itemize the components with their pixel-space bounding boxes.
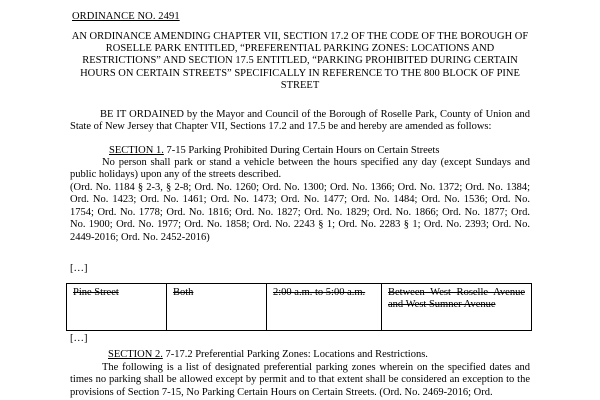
section-1-label: SECTION 1. bbox=[109, 145, 164, 156]
table-row bbox=[67, 284, 532, 331]
cell-location: Between West Roselle Avenue and West Sumner Avenue bbox=[382, 284, 532, 331]
ordinance-history: (Ord. No. 1184 § 2-3, § 2-8; Ord. No. 1260; Ord. No. 1300; Ord. No. 1366; Ord. No. 1372; Ord. No. 1384; Ord. No. 1423; Ord. No. 1461; Ord. No. 1473; Ord. No. 1477; Ord. No. 1484; Ord. No. 1536; Ord. No. 1754; Ord. No. 1778; Ord. No. 1816; Ord. No. 1827; Ord. No. 1829; Ord. No. 1866; Ord. No. 1877; Ord. No. 1900; Ord. No. 1977; Ord. No. 1858; Ord. No. 2243 § 1; Ord. No. 2283 § 1; Ord. No. 2393; Ord. No. 2449-2016; Ord. No. 2452-2016) bbox=[70, 182, 530, 243]
cell-street: Pine Street bbox=[67, 284, 167, 331]
section-2-heading bbox=[108, 349, 428, 362]
ordinance-title: AN ORDINANCE AMENDING CHAPTER VII, SECTION 17.2 OF THE CODE OF THE BOROUGH OF ROSELLE PARK ENTITLED, “PREFERENTIAL PARKING ZONES: LOCATIONS AND RESTRICTIONS” AND SECTION 17.5 ENTITLED, “PARKING PROHIBITED DURING CERTAIN HOURS ON CERTAIN STREETS” SPECIFICALLY IN REFERENCE TO THE 800 BLOCK OF PINE STREET bbox=[71, 31, 529, 91]
cell-hours: 2:00 a.m. to 5:00 a.m. bbox=[267, 284, 382, 331]
street-restriction-table bbox=[66, 283, 532, 331]
section-1-heading bbox=[109, 145, 439, 158]
cell-side: Both bbox=[167, 284, 267, 331]
section-2-label: SECTION 2. bbox=[108, 349, 163, 360]
section-2-body: The following is a list of designated preferential parking zones wherein on the specified dates and times no parking shall be allowed except by permit and to that extent shall be considered an exception to the provisions of Section 7-15, No Parking Certain Hours on Certain Streets. (Ord. No. 2469-2016; Ord. bbox=[70, 362, 530, 398]
omission-marker: […] bbox=[70, 263, 88, 274]
omission-marker: […] bbox=[70, 333, 88, 344]
ordaining-clause: BE IT ORDAINED by the Mayor and Council of the Borough of Roselle Park, County of Union and State of New Jersey that Chapter VII, Sections 17.2 and 17.5 be and hereby are amended as follows: bbox=[70, 109, 530, 133]
ordinance-number: ORDINANCE NO. 2491 bbox=[72, 11, 180, 22]
section-1-title: 7-15 Parking Prohibited During Certain Hours on Certain Streets bbox=[163, 145, 440, 156]
section-1-body: No person shall park or stand a vehicle between the hours specified any day (except Sundays and public holidays) upon any of the streets described. bbox=[70, 157, 530, 181]
section-2-title: 7-17.2 Preferential Parking Zones: Locations and Restrictions. bbox=[162, 349, 428, 360]
